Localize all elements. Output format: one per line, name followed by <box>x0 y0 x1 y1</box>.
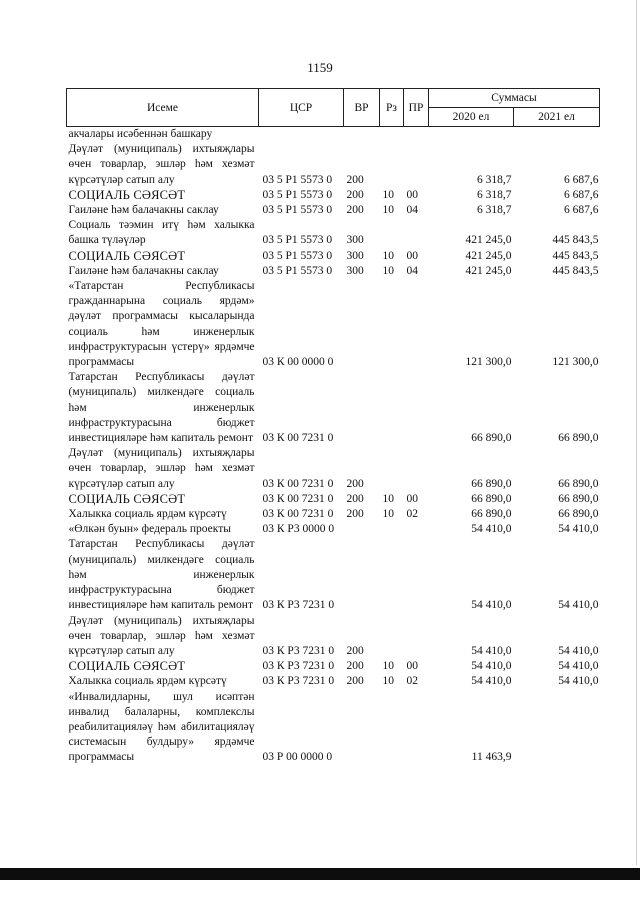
cell-rz <box>380 690 404 766</box>
cell-vr: 200 <box>346 188 364 201</box>
cell-csr: 03 К 00 7231 0 <box>262 508 334 521</box>
table-row <box>67 690 600 766</box>
table-row <box>67 127 600 143</box>
cell-rz <box>380 537 404 613</box>
table-row <box>67 142 600 188</box>
cell-name: Гаиләне һәм балачакны саклау <box>68 264 219 277</box>
cell-csr: 03 К 00 7231 0 <box>262 492 334 505</box>
cell-y2: 445 843,5 <box>552 264 599 277</box>
cell-rz: 10 <box>382 264 394 277</box>
cell-csr: 03 К 00 0000 0 <box>262 356 334 369</box>
cell-pr: 04 <box>406 264 418 277</box>
cell-pr <box>404 279 429 370</box>
cell-csr: 03 5 P1 5573 0 <box>262 264 333 277</box>
cell-y2: 66 890,0 <box>558 508 599 521</box>
header-year-2020: 2020 ел <box>429 108 514 127</box>
cell-vr <box>344 537 380 613</box>
cell-pr <box>404 127 429 143</box>
cell-y1: 421 245,0 <box>465 249 512 262</box>
table-row <box>67 446 600 492</box>
cell-y2: 445 843,5 <box>552 249 599 262</box>
cell-name: Татарстан Республикасы дәүләт (муниципаль) милкендәге социаль һәм инженерлык инфраструктурасына бюджет инвестицияләре һәм капиталь ремонт <box>68 538 255 612</box>
cell-y2: 54 410,0 <box>558 644 599 657</box>
cell-pr <box>404 370 429 446</box>
cell-name: СОЦИАЛЬ СӘЯСӘТ <box>68 248 186 263</box>
cell-y1: 54 410,0 <box>471 660 512 673</box>
table-header <box>67 89 600 127</box>
cell-csr <box>259 127 344 143</box>
cell-name: Халыкка социаль ярдәм күрсәтү <box>68 508 227 521</box>
cell-y2 <box>514 690 600 766</box>
cell-vr: 200 <box>346 204 364 217</box>
cell-y2: 66 890,0 <box>558 492 599 505</box>
cell-y2: 445 843,5 <box>552 234 599 247</box>
header-vr: ВР <box>344 89 380 127</box>
cell-vr: 300 <box>346 249 364 262</box>
cell-pr <box>404 537 429 613</box>
cell-y1: 11 463,9 <box>471 751 512 764</box>
cell-pr: 00 <box>406 492 418 505</box>
cell-y1: 6 318,7 <box>477 173 512 186</box>
cell-csr: 03 К 00 7231 0 <box>262 477 334 490</box>
cell-y1: 66 890,0 <box>471 432 512 445</box>
cell-name: «Татарстан Республикасы гражданнарына социаль ярдәм» дәүләт программасы кысаларында социаль һәм инженерлык инфраструктурасын үстерү» ярдәмче программасы <box>68 280 255 369</box>
table-row <box>67 203 600 218</box>
cell-vr: 200 <box>346 675 364 688</box>
table-row <box>67 659 600 674</box>
table-row <box>67 492 600 507</box>
table-row <box>67 279 600 370</box>
cell-pr: 02 <box>406 508 418 521</box>
cell-rz: 10 <box>382 660 394 673</box>
cell-vr: 300 <box>346 264 364 277</box>
cell-rz: 10 <box>382 492 394 505</box>
cell-name: Татарстан Республикасы дәүләт (муниципаль) милкендәге социаль һәм инженерлык инфраструктурасына бюджет инвестицияләре һәм капиталь ремонт <box>68 371 255 445</box>
cell-rz: 10 <box>382 508 394 521</box>
table-row <box>67 264 600 279</box>
table-row <box>67 522 600 537</box>
cell-y2: 54 410,0 <box>558 599 599 612</box>
cell-pr <box>404 142 429 188</box>
cell-y1: 54 410,0 <box>471 675 512 688</box>
scan-edge-line <box>636 0 637 865</box>
cell-pr <box>404 218 429 248</box>
cell-rz <box>380 142 404 188</box>
table-row <box>67 537 600 613</box>
cell-rz <box>380 127 404 143</box>
cell-vr <box>344 690 380 766</box>
cell-y2: 6 687,6 <box>564 188 599 201</box>
header-name: Исеме <box>67 89 259 127</box>
cell-y1: 6 318,7 <box>477 204 512 217</box>
cell-pr: 00 <box>406 188 418 201</box>
cell-vr: 200 <box>346 644 364 657</box>
cell-name: Халыкка социаль ярдәм күрсәтү <box>68 675 227 688</box>
cell-y1: 421 245,0 <box>465 264 512 277</box>
cell-csr: 03 5 P1 5573 0 <box>262 204 333 217</box>
cell-csr: 03 К P3 7231 0 <box>262 660 335 673</box>
cell-y1: 421 245,0 <box>465 234 512 247</box>
cell-rz <box>380 370 404 446</box>
table-row <box>67 370 600 446</box>
cell-name: «Инвалидларны, шул исәптән инвалид балаларны, комплекслы реабилитацияләү һәм абилитацияләү системасын булдыру» ярдәмче программасы <box>68 690 255 764</box>
cell-csr: 03 5 P1 5573 0 <box>262 234 333 247</box>
table-row <box>67 614 600 660</box>
cell-y1: 66 890,0 <box>471 508 512 521</box>
cell-y1: 66 890,0 <box>471 492 512 505</box>
cell-y1 <box>429 127 514 143</box>
cell-pr: 02 <box>406 675 418 688</box>
table-row <box>67 249 600 264</box>
cell-name: Дәүләт (муниципаль) ихтыяҗлары өчен товарлар, эшләр һәм хезмәт күрсәтүләр сатып алу <box>68 143 255 186</box>
cell-y1: 121 300,0 <box>465 356 512 369</box>
cell-pr <box>404 522 429 537</box>
table-row <box>67 507 600 522</box>
cell-vr <box>344 127 380 143</box>
header-rz: Рз <box>380 89 404 127</box>
cell-name: СОЦИАЛЬ СӘЯСӘТ <box>68 187 186 202</box>
header-year-2021: 2021 ел <box>514 108 600 127</box>
cell-pr: 00 <box>406 660 418 673</box>
cell-csr: 03 К 00 7231 0 <box>262 432 334 445</box>
header-sums: Суммасы <box>429 89 600 108</box>
cell-csr: 03 К P3 7231 0 <box>262 644 335 657</box>
cell-rz: 10 <box>382 188 394 201</box>
cell-vr: 200 <box>346 477 364 490</box>
table-body <box>67 127 600 766</box>
cell-vr: 200 <box>346 660 364 673</box>
cell-y2: 54 410,0 <box>558 660 599 673</box>
cell-vr <box>344 370 380 446</box>
cell-name: СОЦИАЛЬ СӘЯСӘТ <box>68 659 186 674</box>
header-pr: ПР <box>404 89 429 127</box>
cell-pr: 04 <box>406 204 418 217</box>
cell-name: Дәүләт (муниципаль) ихтыяҗлары өчен товарлар, эшләр һәм хезмәт күрсәтүләр сатып алу <box>68 614 255 657</box>
cell-rz: 10 <box>382 249 394 262</box>
budget-table <box>66 88 600 766</box>
cell-pr <box>404 614 429 660</box>
cell-csr: 03 К P3 7231 0 <box>262 599 335 612</box>
page-number: 1159 <box>307 60 333 75</box>
cell-csr: 03 5 P1 5573 0 <box>262 173 333 186</box>
cell-rz: 10 <box>382 675 394 688</box>
cell-name: СОЦИАЛЬ СӘЯСӘТ <box>68 491 186 506</box>
cell-vr <box>344 522 380 537</box>
header-csr: ЦСР <box>259 89 344 127</box>
table-row <box>67 674 600 689</box>
cell-y1: 6 318,7 <box>477 188 512 201</box>
cell-csr: 03 К P3 0000 0 <box>262 523 335 536</box>
cell-y2: 121 300,0 <box>552 356 599 369</box>
cell-pr <box>404 446 429 492</box>
cell-name: акчалары исәбеннән башкару <box>68 128 213 140</box>
cell-name: «Өлкән буын» федераль проекты <box>68 523 231 536</box>
cell-csr: 03 Р 00 0000 0 <box>262 751 333 764</box>
cell-y2: 6 687,6 <box>564 173 599 186</box>
cell-y2: 54 410,0 <box>558 675 599 688</box>
cell-y2: 66 890,0 <box>558 432 599 445</box>
cell-y1: 54 410,0 <box>471 644 512 657</box>
table-row <box>67 188 600 203</box>
cell-vr: 300 <box>346 234 364 247</box>
table-row <box>67 218 600 248</box>
cell-y1: 54 410,0 <box>471 599 512 612</box>
cell-y2 <box>514 127 600 143</box>
cell-rz: 10 <box>382 204 394 217</box>
scan-bottom-bar <box>0 868 640 880</box>
cell-y1: 66 890,0 <box>471 477 512 490</box>
cell-vr: 200 <box>346 492 364 505</box>
cell-rz <box>380 279 404 370</box>
cell-rz <box>380 218 404 248</box>
cell-csr: 03 5 P1 5573 0 <box>262 188 333 201</box>
cell-y2: 6 687,6 <box>564 204 599 217</box>
cell-csr: 03 5 P1 5573 0 <box>262 249 333 262</box>
cell-rz <box>380 446 404 492</box>
cell-vr: 200 <box>346 508 364 521</box>
cell-name: Дәүләт (муниципаль) ихтыяҗлары өчен товарлар, эшләр һәм хезмәт күрсәтүләр сатып алу <box>68 447 255 490</box>
cell-y2: 54 410,0 <box>558 523 599 536</box>
cell-vr: 200 <box>346 173 364 186</box>
cell-pr: 00 <box>406 249 418 262</box>
cell-csr: 03 К P3 7231 0 <box>262 675 335 688</box>
cell-name: Социаль тәэмин итү һәм халыкка башка түләүләр <box>68 219 255 247</box>
cell-name: Гаиләне һәм балачакны саклау <box>68 204 219 217</box>
cell-y1: 54 410,0 <box>471 523 512 536</box>
cell-rz <box>380 614 404 660</box>
cell-y2: 66 890,0 <box>558 477 599 490</box>
cell-rz <box>380 522 404 537</box>
cell-vr <box>344 279 380 370</box>
cell-pr <box>404 690 429 766</box>
